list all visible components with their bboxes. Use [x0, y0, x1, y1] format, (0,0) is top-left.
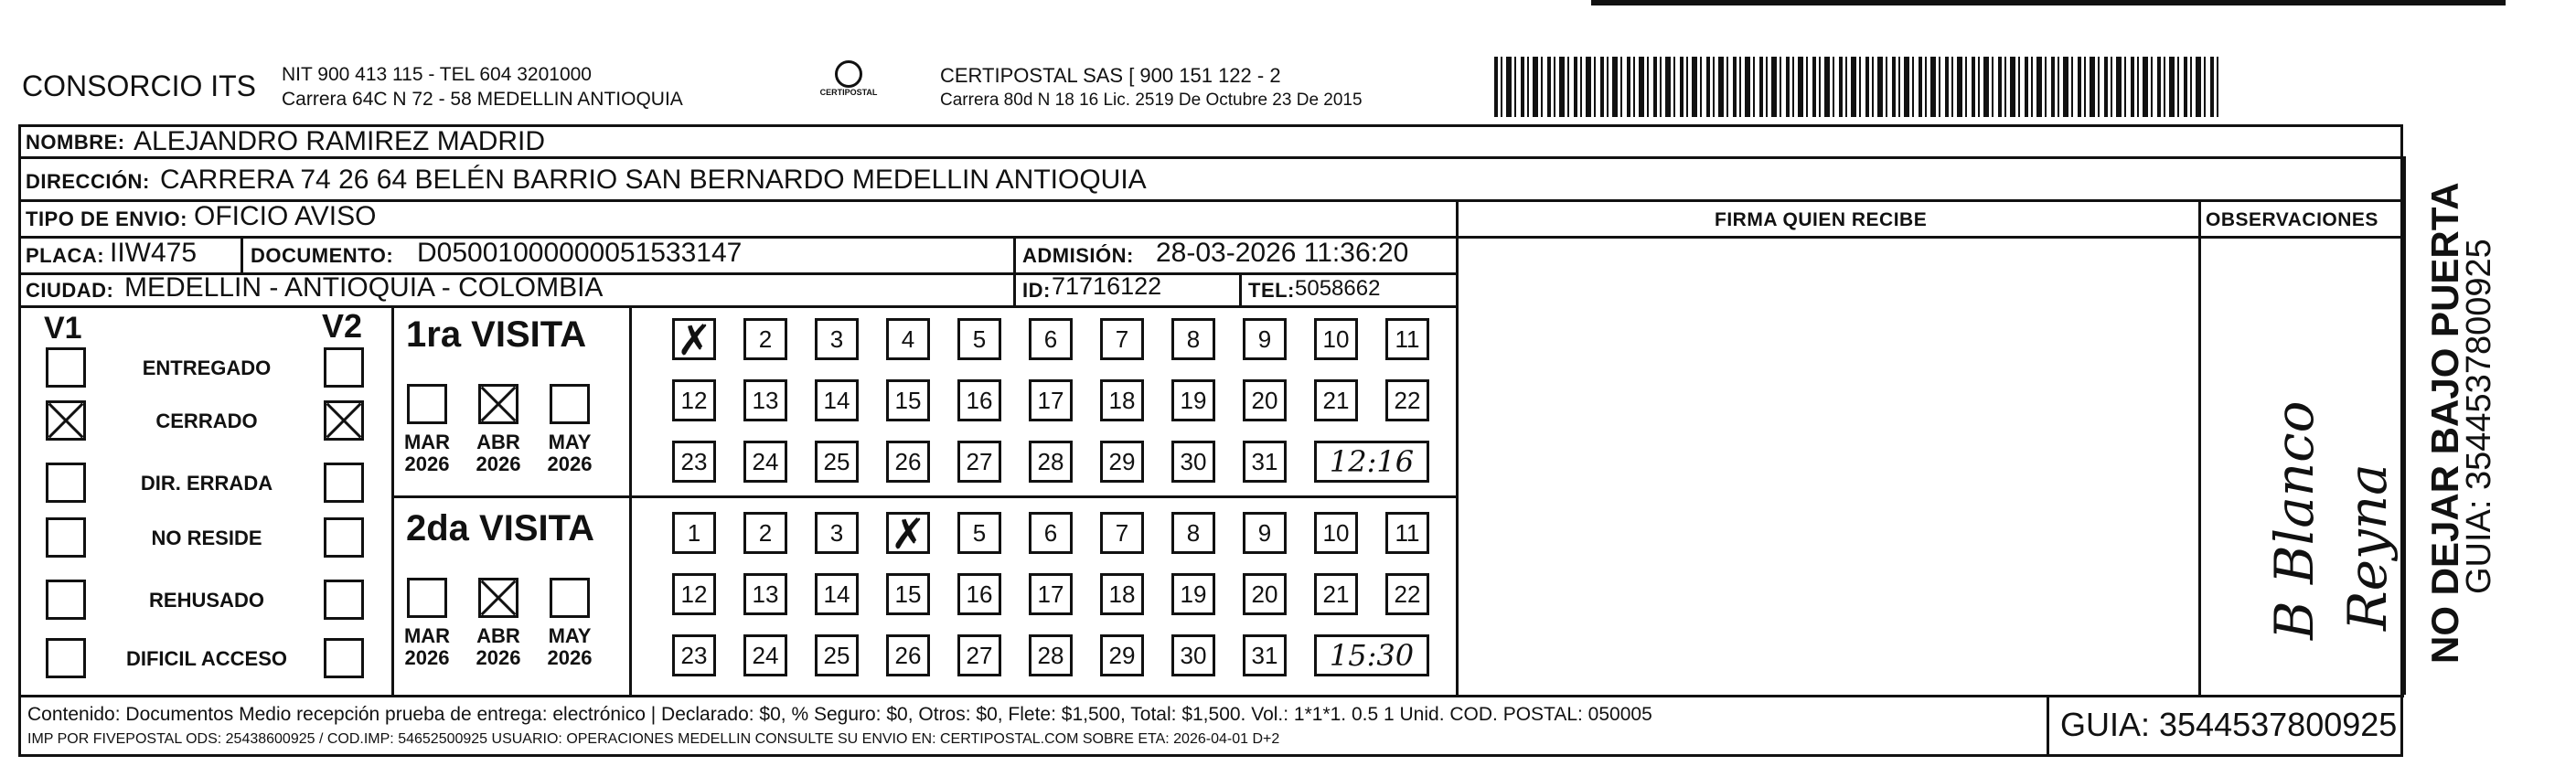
v1-checkbox[interactable] [46, 517, 86, 558]
certipostal-logo [812, 60, 885, 110]
v1-checkbox[interactable] [46, 347, 86, 388]
day-box-1[interactable]: 1 [672, 512, 716, 554]
barcode [1494, 57, 2220, 117]
ciudad-value: MEDELLIN - ANTIOQUIA - COLOMBIA [124, 272, 604, 303]
month-name: MAR [403, 624, 451, 647]
status-label: DIFICIL ACCESO [125, 647, 287, 670]
day-box-27[interactable]: 27 [957, 441, 1001, 483]
month-name: MAY [548, 624, 592, 647]
tipo-label: TIPO DE ENVIO: [26, 208, 187, 230]
v2-checkbox[interactable] [324, 517, 364, 558]
documento-label: DOCUMENTO: [251, 244, 394, 267]
day-box-13[interactable]: 13 [743, 379, 787, 421]
day-box-9[interactable]: 9 [1243, 318, 1287, 360]
tipo-value: OFICIO AVISO [194, 201, 377, 231]
observaciones-header: OBSERVACIONES [2206, 209, 2378, 230]
day-box-10[interactable]: 10 [1314, 318, 1358, 360]
day-box-14[interactable]: 14 [815, 379, 859, 421]
day-box-26[interactable]: 26 [886, 441, 930, 483]
month-name: MAR [403, 431, 451, 453]
month-name: MAY [548, 431, 592, 453]
company-nit: NIT 900 413 115 - TEL 604 3201000 [282, 64, 592, 85]
day-box-15[interactable]: 15 [886, 573, 930, 615]
day-box-15[interactable]: 15 [886, 379, 930, 421]
day-box-19[interactable]: 19 [1171, 379, 1215, 421]
signature-line2[interactable]: Reyna [2336, 463, 2399, 631]
day-box-11[interactable]: 11 [1385, 318, 1429, 360]
day-box-24[interactable]: 24 [743, 634, 787, 676]
day-box-17[interactable]: 17 [1029, 573, 1073, 615]
status-label: NO RESIDE [151, 527, 262, 549]
carrier-name: CERTIPOSTAL SAS [ 900 151 122 - 2 [940, 64, 1281, 87]
day-box-31[interactable]: 31 [1243, 441, 1287, 483]
id-label: ID: [1022, 279, 1051, 302]
day-box-30[interactable]: 30 [1171, 441, 1215, 483]
month-year: 2026 [476, 646, 521, 669]
day-box-29[interactable]: 29 [1100, 634, 1144, 676]
nombre-value: ALEJANDRO RAMIREZ MADRID [134, 126, 546, 156]
v2-checkbox[interactable] [324, 463, 364, 503]
day-box-23[interactable]: 23 [672, 441, 716, 483]
status-label: REHUSADO [149, 589, 264, 612]
day-box-20[interactable]: 20 [1243, 379, 1287, 421]
day-box-4[interactable]: 4 [886, 318, 930, 360]
v1-label: V1 [44, 311, 82, 346]
month-year: 2026 [404, 452, 450, 475]
placa-value: IIW475 [110, 238, 198, 268]
day-box-2[interactable]: 2 [743, 512, 787, 554]
day-box-13[interactable]: 13 [743, 573, 787, 615]
company-name: CONSORCIO ITS [22, 69, 257, 102]
month-checkbox[interactable] [550, 384, 590, 424]
placa-label: PLACA: [26, 244, 105, 267]
day-box-21[interactable]: 21 [1314, 379, 1358, 421]
day-box-20[interactable]: 20 [1243, 573, 1287, 615]
day-box-3[interactable]: 3 [815, 318, 859, 360]
id-value: 71716122 [1052, 272, 1162, 300]
month-label [542, 431, 597, 475]
day-box-12[interactable]: 12 [672, 573, 716, 615]
day-box-11[interactable]: 11 [1385, 512, 1429, 554]
day-box-9[interactable]: 9 [1243, 512, 1287, 554]
day-box-7[interactable]: 7 [1100, 512, 1144, 554]
day-box-6[interactable]: 6 [1029, 318, 1073, 360]
month-checkbox[interactable] [407, 578, 447, 618]
v1-checkbox[interactable] [46, 580, 86, 620]
carrier-address: Carrera 80d N 18 16 Lic. 2519 De Octubre 23 De 2015 [940, 90, 1363, 110]
month-label [471, 625, 526, 669]
day-box-6[interactable]: 6 [1029, 512, 1073, 554]
day-box-30[interactable]: 30 [1171, 634, 1215, 676]
month-checkbox[interactable] [478, 384, 518, 424]
day-box-5[interactable]: 5 [957, 318, 1001, 360]
month-label [400, 625, 454, 669]
v1-checkbox[interactable] [46, 400, 86, 441]
day-box-23[interactable]: 23 [672, 634, 716, 676]
day-box-24[interactable]: 24 [743, 441, 787, 483]
footer-contenido: Contenido: Documentos Medio recepción prueba de entrega: electrónico | Declarado: $0, % Seguro: $0, Otros: $0, Flete: $1,500, Total: $1,500. Vol.: 1*1*1. 0.5 1 Unid. COD. POSTAL: 050005 [27, 704, 1652, 725]
day-box-25[interactable]: 25 [815, 441, 859, 483]
footer-imp: IMP POR FIVEPOSTAL ODS: 25438600925 / COD.IMP: 54652500925 USUARIO: OPERACIONES MEDELLIN CONSULTE SU ENVIO EN: CERTIPOSTAL.COM SOBRE ETA: 2026-04-01 D+2 [27, 731, 1280, 747]
company-address: Carrera 64C N 72 - 58 MEDELLIN ANTIOQUIA [282, 89, 683, 110]
ciudad-label: CIUDAD: [26, 279, 114, 302]
month-year: 2026 [547, 452, 593, 475]
tel-label: TEL: [1248, 279, 1295, 302]
v2-checkbox[interactable] [324, 400, 364, 441]
day-box-8[interactable]: 8 [1171, 318, 1215, 360]
day-box-27[interactable]: 27 [957, 634, 1001, 676]
direccion-value: CARRERA 74 26 64 BELÉN BARRIO SAN BERNARDO MEDELLIN ANTIOQUIA [160, 165, 1147, 195]
day-box-22[interactable]: 22 [1385, 379, 1429, 421]
v1-checkbox[interactable] [46, 638, 86, 678]
status-label: ENTREGADO [142, 357, 272, 379]
visit2-title: 2da VISITA [406, 508, 594, 548]
day-box-16[interactable]: 16 [957, 379, 1001, 421]
v2-checkbox[interactable] [324, 347, 364, 388]
day-box-14[interactable]: 14 [815, 573, 859, 615]
day-box-31[interactable]: 31 [1243, 634, 1287, 676]
time-box[interactable]: 12:16 [1314, 441, 1429, 483]
day-box-19[interactable]: 19 [1171, 573, 1215, 615]
month-name: ABR [476, 624, 520, 647]
day-box-26[interactable]: 26 [886, 634, 930, 676]
direccion-label: DIRECCIÓN: [26, 170, 150, 193]
side-notice: NO DEJAR BAJO PUERTA [2423, 182, 2466, 664]
month-label [471, 431, 526, 475]
visit1-title: 1ra VISITA [406, 314, 587, 355]
logo-text: CERTIPOSTAL [819, 88, 878, 97]
day-box-8[interactable]: 8 [1171, 512, 1215, 554]
nombre-label: NOMBRE: [26, 131, 125, 154]
day-box-1[interactable] [672, 318, 716, 360]
day-box-7[interactable]: 7 [1100, 318, 1144, 360]
day-box-17[interactable]: 17 [1029, 379, 1073, 421]
month-year: 2026 [404, 646, 450, 669]
day-box-29[interactable]: 29 [1100, 441, 1144, 483]
v2-checkbox[interactable] [324, 580, 364, 620]
status-label: DIR. ERRADA [140, 472, 273, 495]
side-guia: GUIA: 3544537800925 [2460, 239, 2498, 594]
day-box-16[interactable]: 16 [957, 573, 1001, 615]
v1-checkbox[interactable] [46, 463, 86, 503]
documento-value: D05001000000051533147 [417, 238, 743, 268]
month-year: 2026 [547, 646, 593, 669]
v2-checkbox[interactable] [324, 638, 364, 678]
day-box-22[interactable]: 22 [1385, 573, 1429, 615]
day-box-12[interactable]: 12 [672, 379, 716, 421]
day-box-18[interactable]: 18 [1100, 379, 1144, 421]
admision-label: ADMISIÓN: [1022, 244, 1134, 267]
top-barcode-stub [1591, 0, 2506, 5]
month-checkbox[interactable] [478, 578, 518, 618]
month-label [542, 625, 597, 669]
tel-value: 5058662 [1295, 276, 1381, 301]
day-box-21[interactable]: 21 [1314, 573, 1358, 615]
day-box-25[interactable]: 25 [815, 634, 859, 676]
admision-value: 28-03-2026 11:36:20 [1156, 238, 1409, 268]
logo-mark-icon [835, 60, 862, 88]
status-label: CERRADO [155, 410, 258, 432]
day-box-3[interactable]: 3 [815, 512, 859, 554]
day-box-28[interactable]: 28 [1029, 634, 1073, 676]
day-box-28[interactable]: 28 [1029, 441, 1073, 483]
footer-guia: GUIA: 3544537800925 [2060, 706, 2398, 743]
day-box-10[interactable]: 10 [1314, 512, 1358, 554]
day-box-18[interactable]: 18 [1100, 573, 1144, 615]
day-box-4[interactable] [886, 512, 930, 554]
firma-header: FIRMA QUIEN RECIBE [1715, 209, 1928, 230]
month-checkbox[interactable] [407, 384, 447, 424]
month-name: ABR [476, 431, 520, 453]
day-box-2[interactable]: 2 [743, 318, 787, 360]
signature-line1[interactable]: B Blanco [2263, 400, 2325, 640]
month-checkbox[interactable] [550, 578, 590, 618]
month-label [400, 431, 454, 475]
day-box-5[interactable]: 5 [957, 512, 1001, 554]
month-year: 2026 [476, 452, 521, 475]
time-box[interactable]: 15:30 [1314, 634, 1429, 676]
v2-label: V2 [322, 307, 363, 345]
